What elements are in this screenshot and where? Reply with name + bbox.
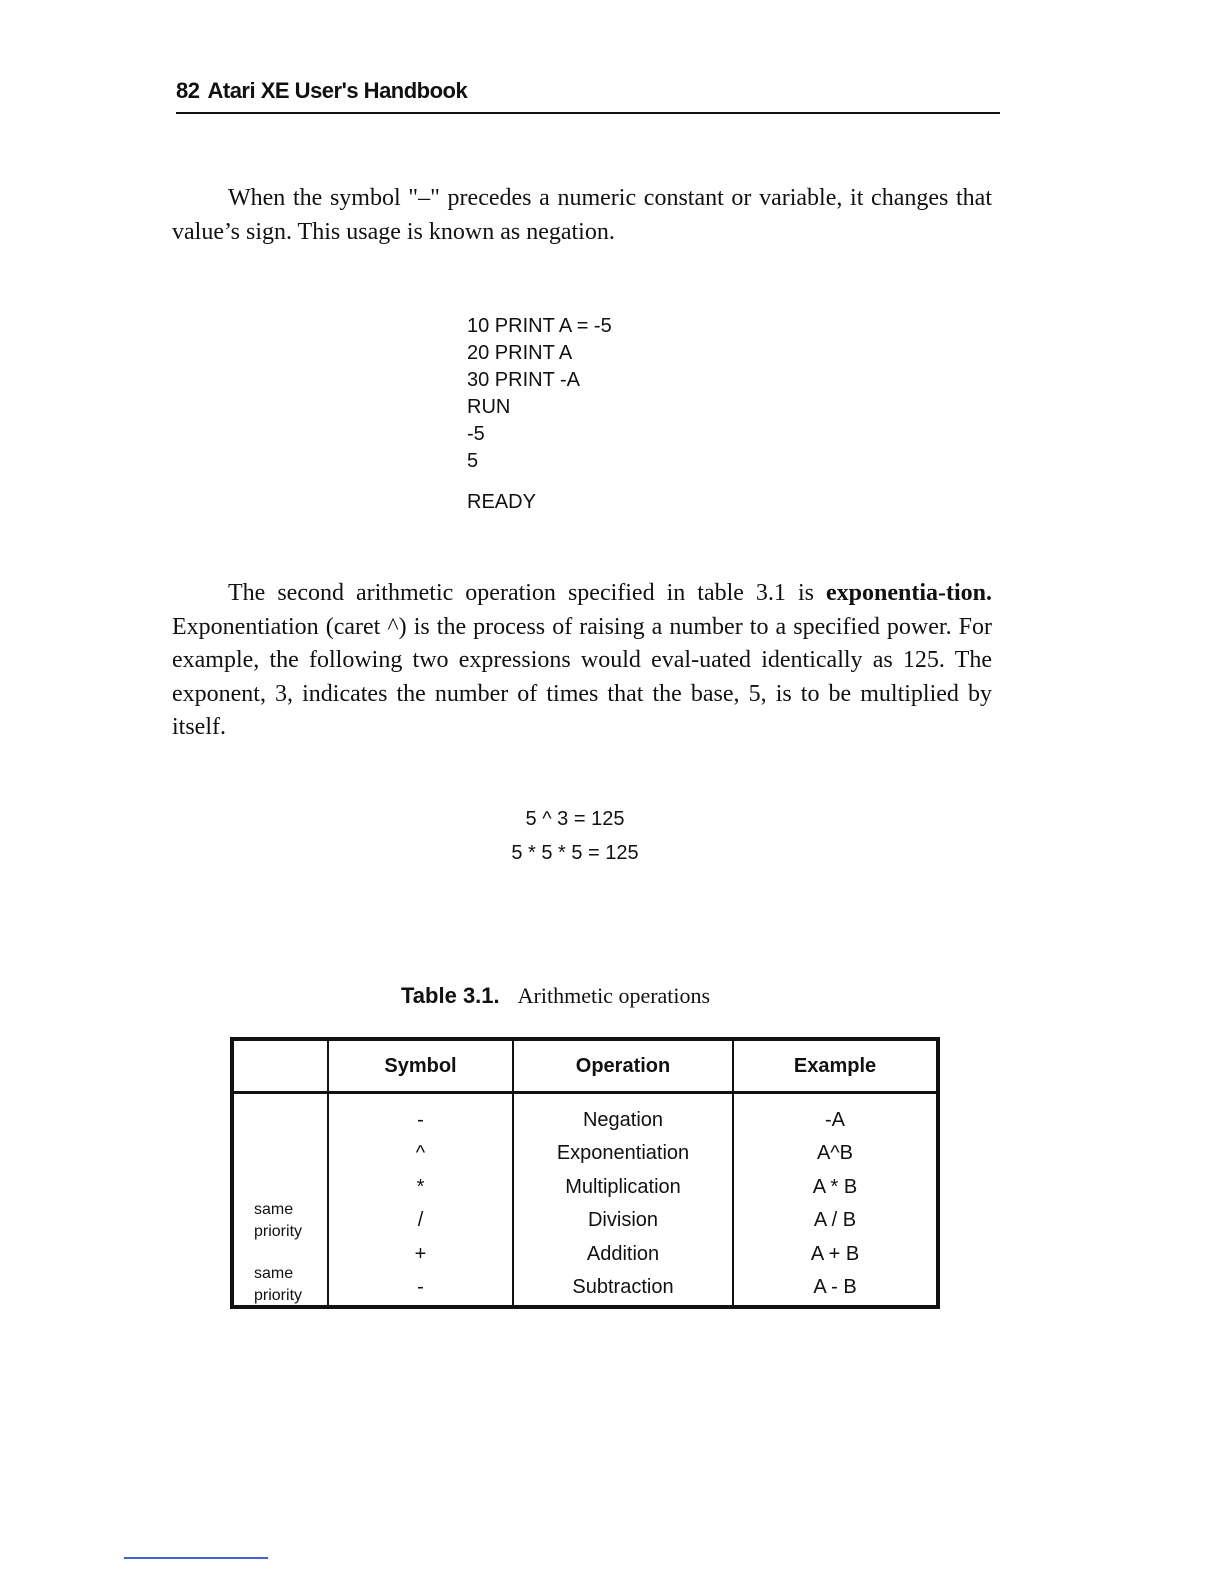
table-caption <box>401 983 710 1009</box>
symbol-column <box>328 1093 513 1308</box>
table-caption-label: Table 3.1. <box>401 983 500 1008</box>
operation-cell: Addition <box>586 1242 660 1265</box>
operation-cell: Multiplication <box>565 1175 681 1198</box>
example-cell: A^B <box>816 1142 854 1165</box>
running-header <box>176 78 1000 114</box>
code-line: 30 PRINT -A <box>467 369 580 391</box>
operation-cell: Exponentiation <box>556 1142 690 1165</box>
code-line: RUN <box>467 396 511 418</box>
symbol-cell: - <box>417 1109 424 1131</box>
priority-note: same priority <box>254 1265 303 1304</box>
operation-cell: Negation <box>582 1109 664 1131</box>
code-line: 5 <box>467 450 479 472</box>
column-header-operation: Operation <box>513 1039 733 1093</box>
symbol-cell: - <box>417 1275 424 1298</box>
symbol-cell: ^ <box>415 1142 426 1165</box>
paragraph-negation: When the symbol "–" precedes a numeric constant or variable, it changes that value’s sign. This usage is known as negation. <box>172 185 992 245</box>
example-column <box>733 1093 938 1308</box>
column-header-symbol: Symbol <box>328 1039 513 1093</box>
example-cell: -A <box>825 1109 845 1131</box>
code-line: -5 <box>467 423 485 445</box>
column-header-blank <box>232 1039 328 1093</box>
term-exponentiation: exponentia-tion. <box>825 580 992 606</box>
example-cell: A + B <box>810 1242 860 1265</box>
paragraph-rest: Exponentiation (caret ^) is the process of raising a number to a specified power. For example, the following two expressions would eval-uated identically as 125. The exponent, 3, indicates the number of times that the base, 5, is to be multiplied by itself. <box>172 613 992 740</box>
column-header-example: Example <box>733 1039 938 1093</box>
example-cell: A / B <box>813 1209 857 1232</box>
expression: 5 * 5 * 5 = 125 <box>511 842 639 864</box>
priority-note: same priority <box>254 1201 303 1240</box>
code-line: 20 PRINT A <box>467 342 573 364</box>
book-title: Atari XE User's Handbook <box>207 78 468 103</box>
code-ready: READY <box>467 491 536 513</box>
paragraph-intro: The second arithmetic operation specified in table 3.1 is <box>228 580 826 606</box>
code-listing <box>467 313 612 516</box>
operation-cell: Division <box>587 1209 659 1232</box>
footer-rule <box>124 1557 268 1559</box>
symbol-cell: + <box>414 1242 427 1265</box>
paragraph-exponentiation <box>172 577 992 745</box>
arithmetic-operations-table <box>230 1037 940 1309</box>
symbol-cell: / <box>417 1209 424 1232</box>
page-number: 82 <box>176 78 200 103</box>
symbol-cell: * <box>416 1175 425 1198</box>
example-cell: A * B <box>812 1175 858 1198</box>
table-caption-title: Arithmetic operations <box>517 983 711 1008</box>
code-line: 10 PRINT A = -5 <box>467 315 612 337</box>
priority-notes-column <box>232 1093 328 1308</box>
operation-cell: Subtraction <box>572 1275 674 1298</box>
expression: 5 ^ 3 = 125 <box>525 808 625 830</box>
operation-column <box>513 1093 733 1308</box>
example-cell: A - B <box>813 1275 857 1298</box>
